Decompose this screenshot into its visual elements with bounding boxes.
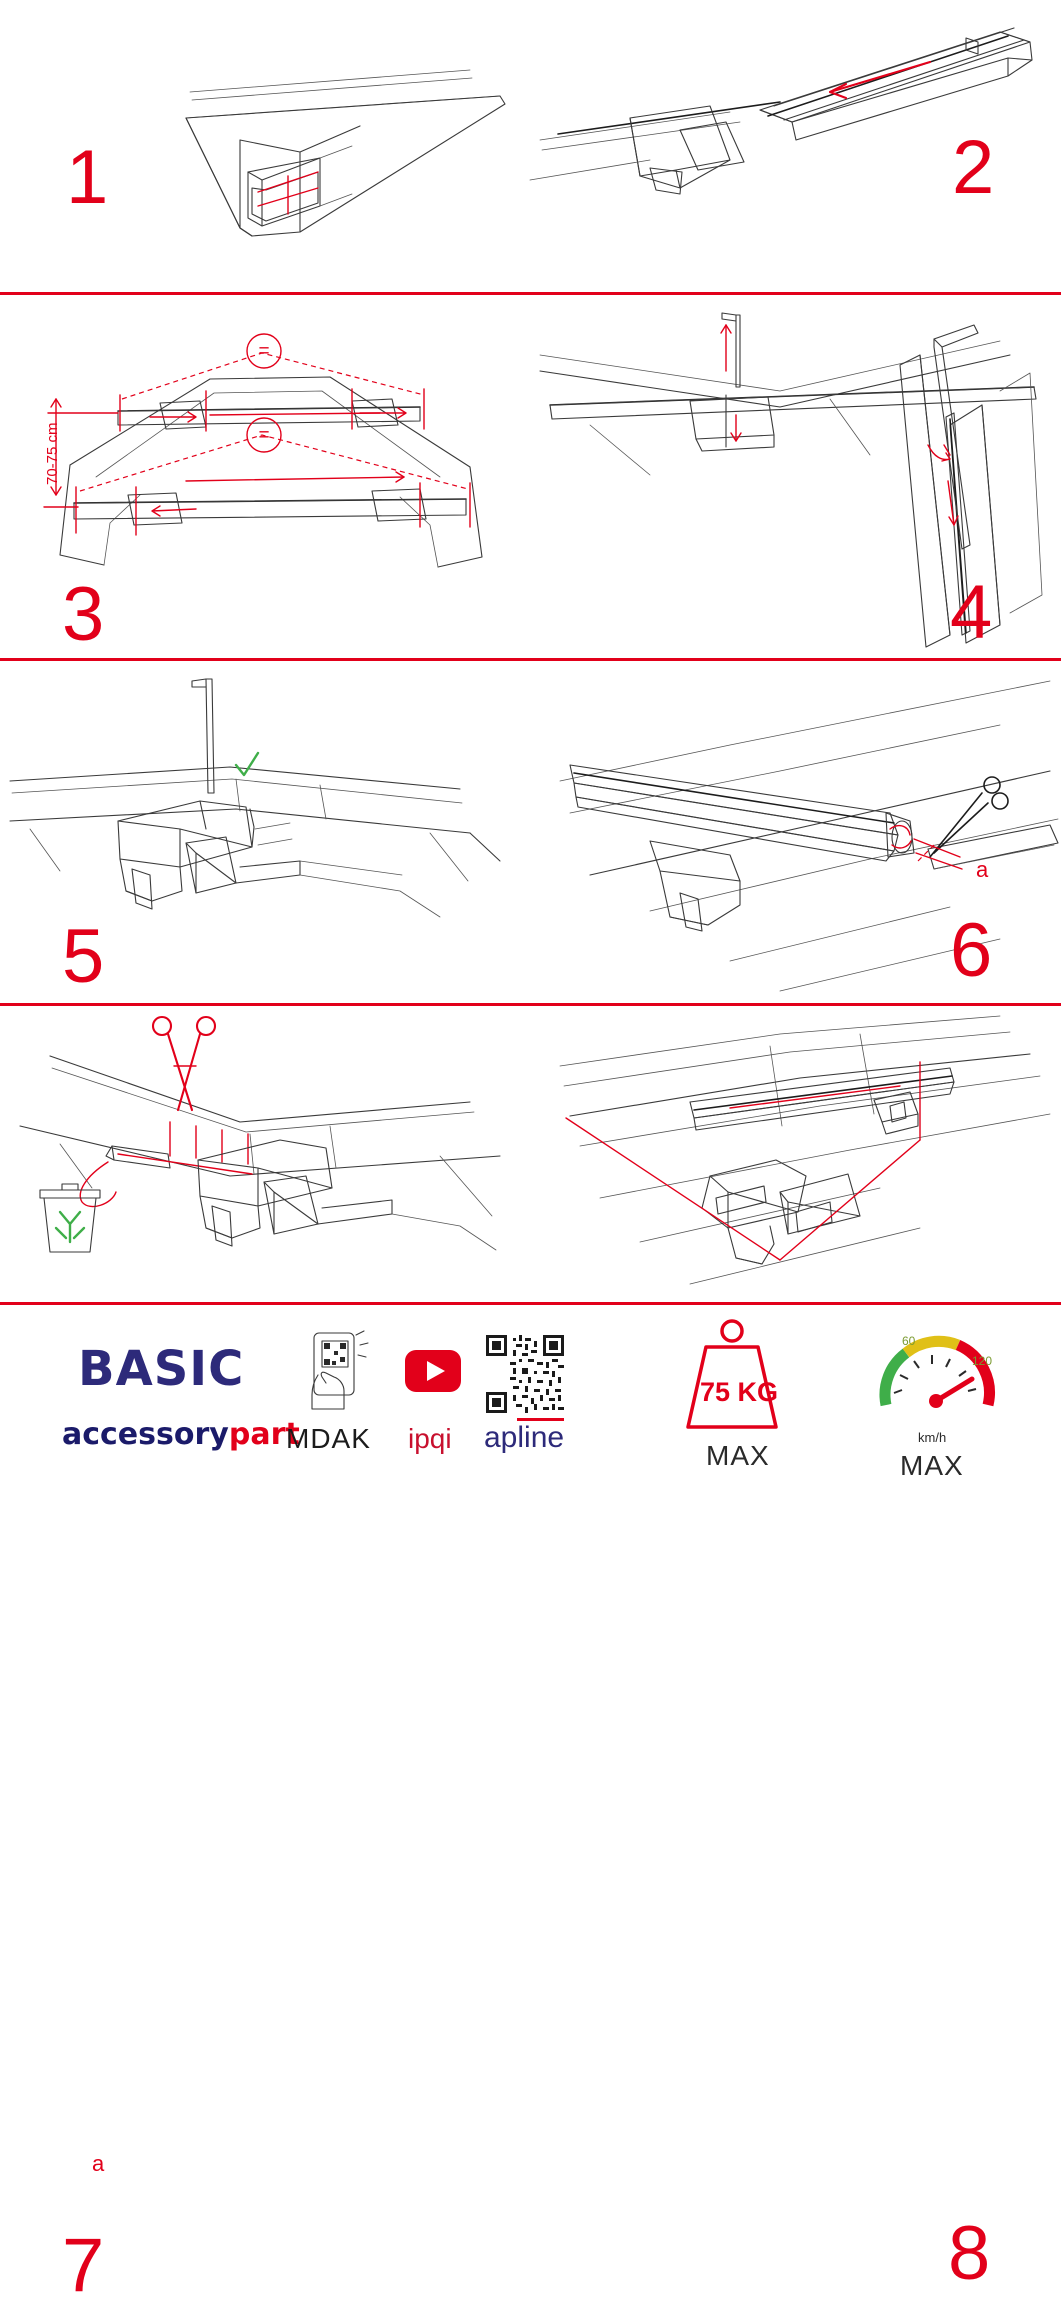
footer <box>0 1305 1061 1500</box>
brand-part-text: part <box>228 1417 300 1452</box>
scissors-icon-step7 <box>153 1017 215 1110</box>
svg-text:=: = <box>258 425 270 446</box>
step-number-7: 7 <box>62 2223 105 2308</box>
step-number-6: 6 <box>950 908 993 993</box>
step-number-3: 3 <box>62 572 105 657</box>
speed-unit-label: km/h <box>918 1430 947 1445</box>
svg-text:60: 60 <box>902 1334 916 1348</box>
marker-a-step7: a <box>92 2151 105 2176</box>
brand-accessory-text: accessory <box>62 1417 229 1452</box>
step-number-2: 2 <box>952 125 995 210</box>
measurement-label: 70-75 cm <box>44 422 61 485</box>
qr-code-icon <box>486 1335 564 1413</box>
step-number-5: 5 <box>62 914 105 999</box>
step-number-4: 4 <box>950 570 993 655</box>
weight-limit-label: 75 KG <box>700 1377 779 1407</box>
panel-step-4 <box>530 295 1061 658</box>
step-number-8: 8 <box>948 2211 991 2296</box>
panel-step-3 <box>0 295 530 658</box>
brand-mdak: MDAK <box>286 1423 371 1454</box>
illustration-step-8 <box>530 1006 1061 1302</box>
svg-text:120: 120 <box>972 1354 993 1368</box>
brand-apline <box>484 1421 564 1455</box>
brand-basic: BASIC <box>78 1341 245 1397</box>
panel-step-5 <box>0 661 530 1003</box>
panel-step-6 <box>530 661 1061 1003</box>
brand-ipqi: ipqi <box>408 1423 452 1454</box>
weight-max-label: MAX <box>706 1440 770 1471</box>
youtube-play-icon[interactable] <box>404 1349 462 1393</box>
illustration-step-7 <box>0 1006 530 1302</box>
panel-step-1 <box>0 0 530 292</box>
phone-scan-icon <box>296 1329 374 1415</box>
svg-text:=: = <box>258 341 270 362</box>
weight-limit-icon <box>672 1317 792 1433</box>
brand-ap-text: ap <box>484 1421 518 1454</box>
marker-a-step6: a <box>976 857 989 882</box>
panel-step-2 <box>530 0 1061 292</box>
step-number-1: 1 <box>66 135 109 220</box>
brand-line-text: line <box>517 1418 564 1454</box>
speedometer-icon <box>872 1323 1002 1433</box>
recycle-bin-icon <box>40 1184 100 1252</box>
brand-accessorypart <box>62 1417 300 1452</box>
speed-max-label: MAX <box>900 1450 964 1481</box>
